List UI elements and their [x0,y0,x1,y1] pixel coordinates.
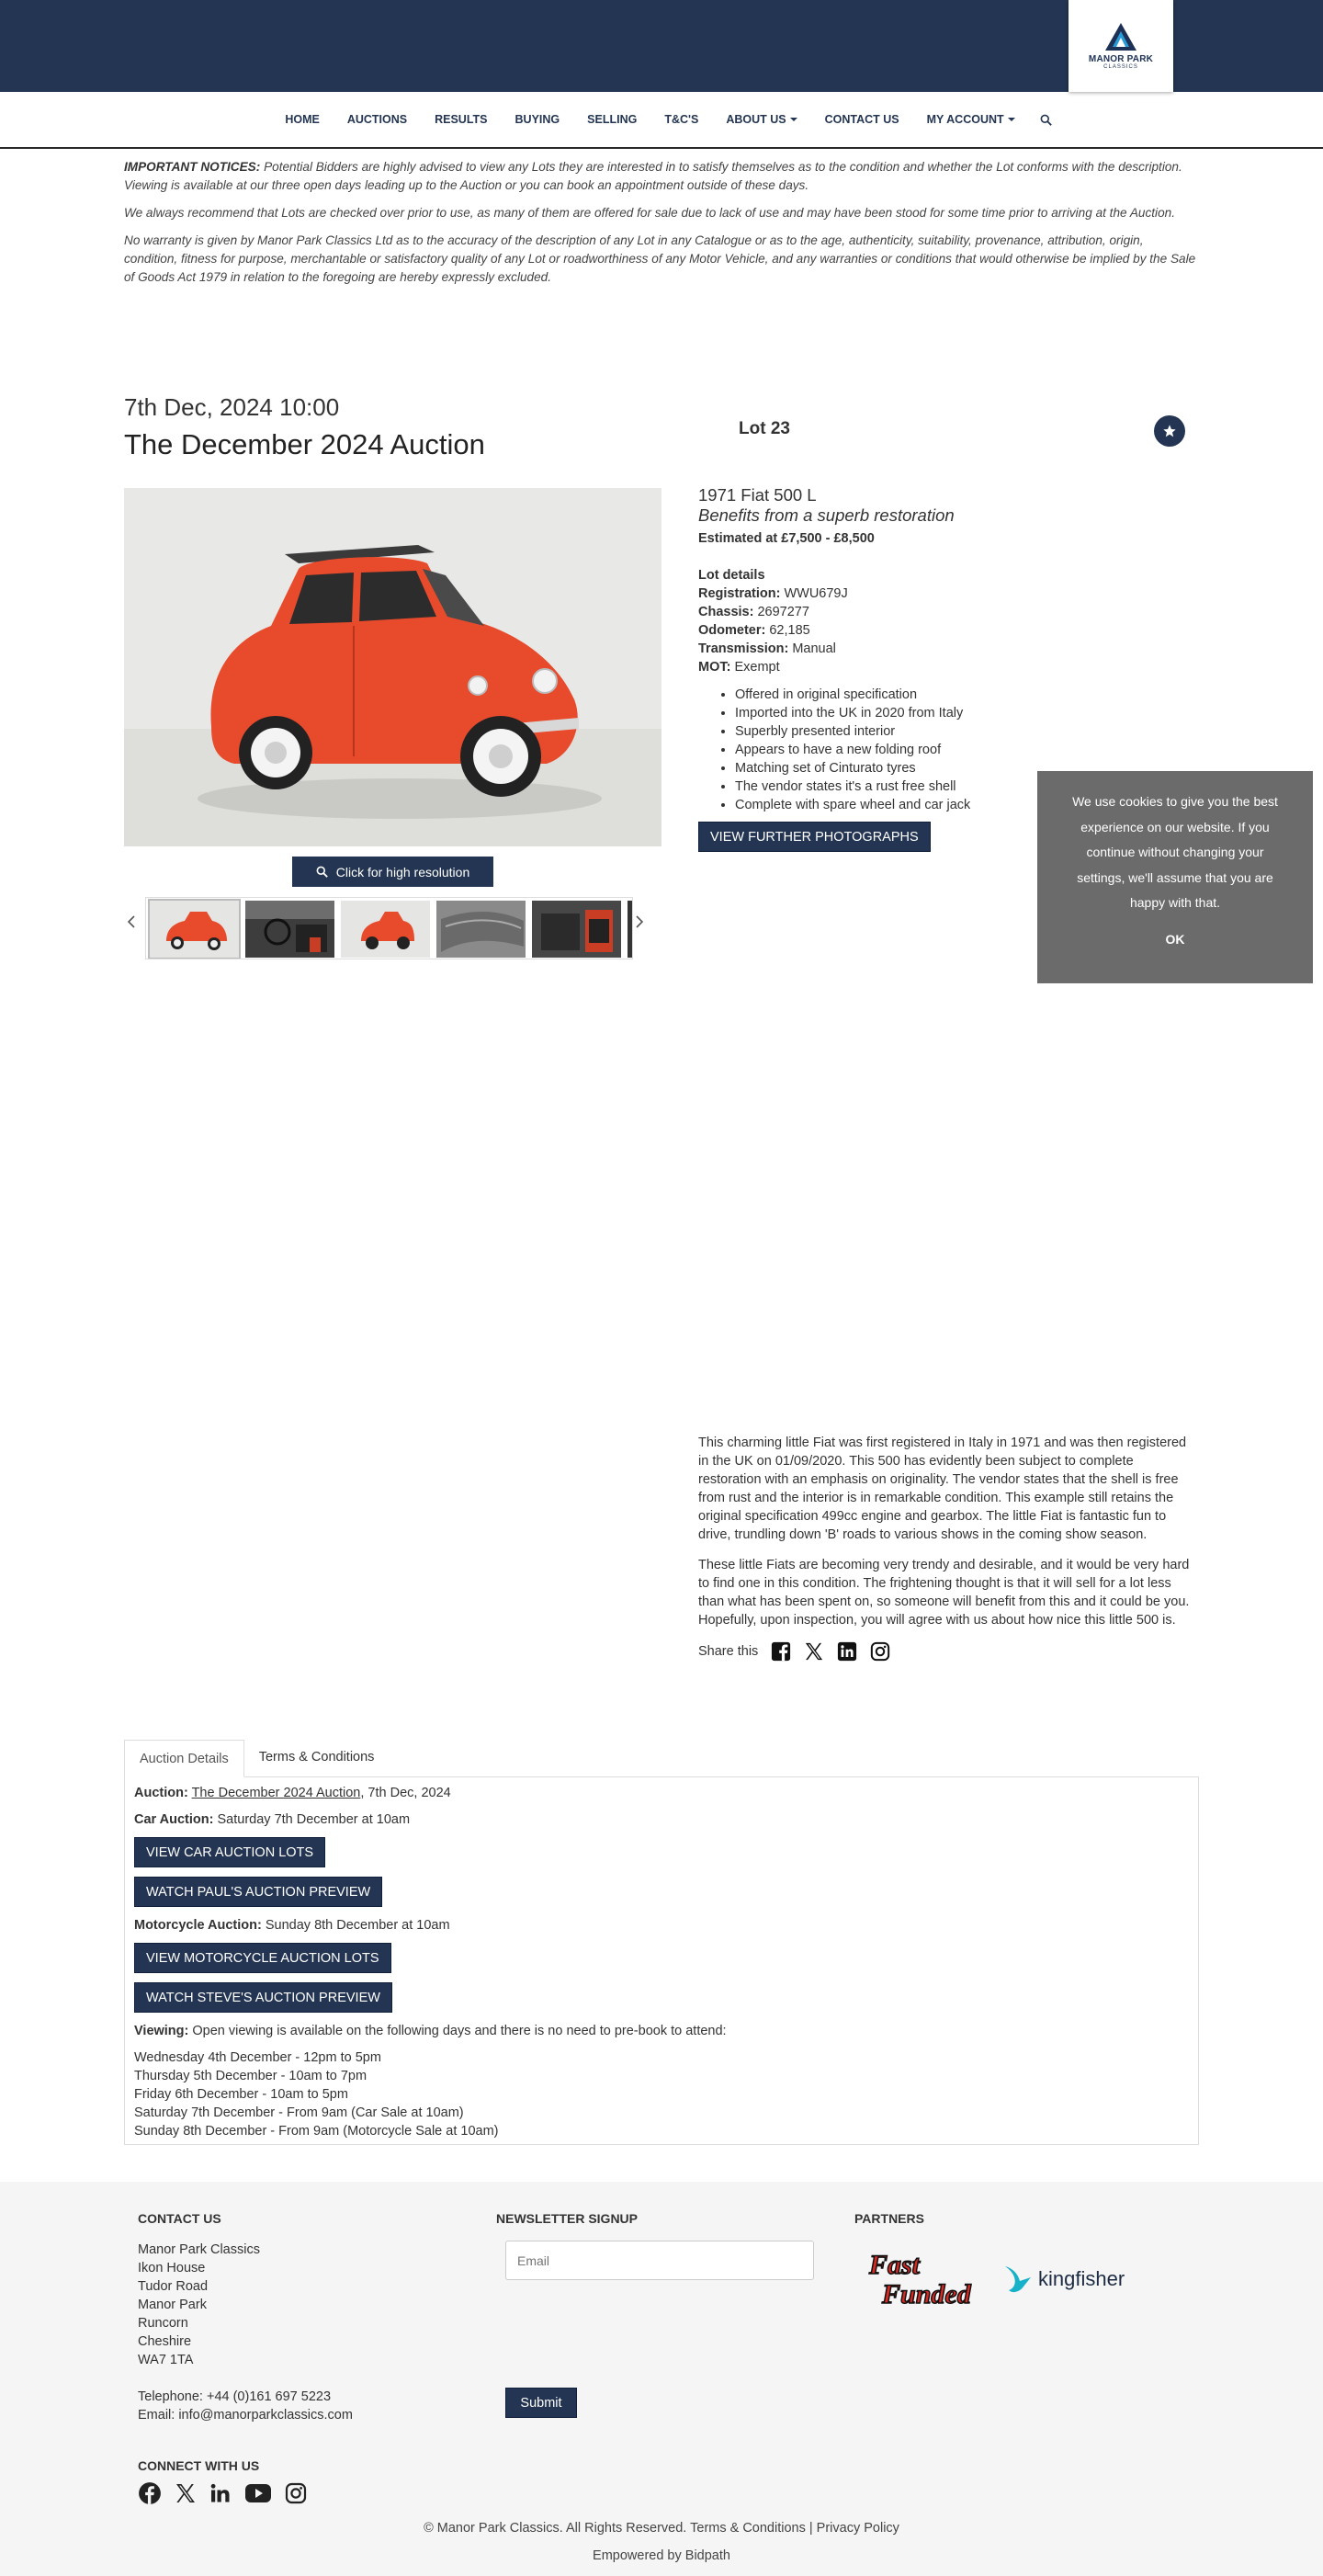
motorcycle-auction-value: Sunday 8th December at 10am [265,1918,450,1933]
thumbnail-image [532,901,621,958]
footer-newsletter [496,2209,814,2280]
important-notices [124,158,1199,296]
notice-paragraph-3: No warranty is given by Manor Park Classics Ltd as to the accuracy of the description of any Lot in any Catalogue or as to the age, authenticity, suitability, provenance, attribution, origin, condition, fitness for purpose, merchantable or satisfactory quality of any Lot or roadworthiness of any Motor Vehicle, and any warranties or conditions that would otherwise be implied by the Sale of Goods Act 1979 in relation to the foregoing are hereby expressly excluded. [124,233,1196,284]
thumb-next-arrow[interactable] [632,908,647,936]
spec-label: Chassis: [698,605,754,619]
feature-item: • Complete with spare wheel and car jack [735,796,1213,814]
view-further-photographs-button[interactable]: VIEW FURTHER PHOTOGRAPHS [698,822,931,852]
spec-chassis [698,603,1213,621]
auction-date: 7th Dec, 2024 10:00 [124,393,340,421]
youtube-icon[interactable] [244,2482,272,2504]
spec-value: 2697277 [757,605,809,619]
thumbnail-image [436,901,526,958]
instagram-icon[interactable] [870,1641,890,1662]
cookie-banner [1037,771,1313,983]
search-icon[interactable] [1040,114,1052,126]
car-image [124,488,662,846]
cookie-ok-button[interactable]: OK [1165,931,1185,947]
x-twitter-icon[interactable] [804,1641,824,1662]
watch-paul-preview-button[interactable]: WATCH PAUL'S AUCTION PREVIEW [134,1877,382,1907]
site-logo[interactable] [1069,0,1173,92]
spec-label: MOT: [698,660,731,675]
linkedin-icon[interactable] [837,1641,857,1662]
copyright-line: © Manor Park Classics. All Rights Reserved. Terms & Conditions | Privacy Policy [424,2521,899,2536]
feature-item: • Offered in original specification [735,686,1213,704]
facebook-icon[interactable] [771,1641,791,1662]
lot-details-heading: Lot details [698,568,765,583]
share-label: Share this [698,1644,759,1659]
tab-auction-details[interactable]: Auction Details [124,1740,244,1777]
thumbnail-image [245,901,334,958]
thumbnail-strip [145,897,633,959]
nav-auctions[interactable]: AUCTIONS [346,113,408,126]
auction-tabs [124,1739,1199,1777]
partner-kingfisher-logo[interactable] [1003,2261,1125,2298]
nav-my-account[interactable] [927,113,1015,126]
star-icon [1162,424,1177,438]
nav-buying[interactable]: BUYING [514,113,560,126]
contact-heading: CONTACT US [138,2211,221,2226]
newsletter-email-input[interactable] [505,2241,814,2280]
address-line: Manor Park [138,2298,207,2312]
logo-triangle-icon [1105,23,1136,51]
spec-label: Odometer: [698,623,766,638]
footer-partners [854,2209,924,2241]
viewing-label: Viewing: [134,2024,189,2038]
auction-details-panel [124,1776,1199,2145]
logo-text: MANOR PARK [1088,53,1154,64]
high-resolution-button[interactable] [292,857,493,887]
share-bar [698,1641,1194,1662]
copyright-text: © Manor Park Classics. All Rights Reserved. [424,2521,687,2536]
viewing-day: Saturday 7th December - From 9am (Car Sale at 10am) [134,2105,464,2120]
viewing-day: Wednesday 4th December - 12pm to 5pm [134,2050,381,2065]
spec-value: 62,185 [769,623,810,638]
footer-telephone: Telephone: +44 (0)161 697 5223 [138,2389,332,2404]
logo-subtext: CLASSICS [1103,63,1138,70]
nav-results[interactable]: RESULTS [435,113,488,126]
thumbnail-3[interactable] [341,901,430,958]
spec-label: Transmission: [698,641,789,656]
facebook-icon[interactable] [138,2481,162,2505]
motorcycle-auction-row [134,1916,1189,1935]
caret-down-icon [1008,118,1015,121]
partner-fast-funded-logo[interactable] [864,2242,983,2314]
partners-heading: PARTNERS [854,2211,924,2226]
spec-value: Manual [792,641,836,656]
footer-privacy-link[interactable]: Privacy Policy [816,2521,899,2536]
viewing-day: Thursday 5th December - 10am to 7pm [134,2069,368,2083]
high-resolution-label: Click for high resolution [335,864,470,879]
svg-text:Funded: Funded [882,2279,971,2309]
auction-label: Auction: [134,1786,188,1800]
view-motorcycle-auction-lots-button[interactable]: VIEW MOTORCYCLE AUCTION LOTS [134,1943,391,1973]
viewing-row [134,2022,1189,2040]
powered-by: Empowered by Bidpath [593,2548,730,2563]
social-links [138,2481,307,2505]
address-line: Cheshire [138,2334,192,2349]
notice-paragraph-1 [124,158,1199,195]
address-line: Ikon House [138,2261,206,2275]
car-auction-value: Saturday 7th December at 10am [217,1812,411,1827]
footer-email: Email: info@manorparkclassics.com [138,2408,353,2423]
feature-item: • Appears to have a new folding roof [735,741,1213,759]
viewing-day: Sunday 8th December - From 9am (Motorcycle Sale at 10am) [134,2124,499,2139]
cookie-text: We use cookies to give you the best experience on our website. If you continue without changing your settings, we'll assume that you are happy with that. [1072,794,1278,910]
auction-row-date: , 7th Dec, 2024 [360,1786,451,1800]
thumbnail-image [150,901,239,958]
car-auction-label: Car Auction: [134,1812,214,1827]
newsletter-heading: NEWSLETTER SIGNUP [496,2211,639,2226]
address-line: Manor Park Classics [138,2242,260,2257]
feature-item: • Matching set of Cinturato tyres [735,759,1213,777]
lot-number: Lot 23 [739,419,790,438]
thumb-prev-arrow[interactable] [124,908,139,936]
nav-terms[interactable]: T&C'S [664,113,699,126]
fast-funded-logo-image [864,2242,983,2314]
lot-description [698,1434,1194,1662]
spec-value: Exempt [734,660,780,675]
address-line: Tudor Road [138,2279,209,2294]
caret-down-icon [790,118,797,121]
spec-mot [698,658,1213,676]
description-paragraph-1: This charming little Fiat was first registered in Italy in 1971 and was then registered in the UK on 01/09/2020. This 500 has evidently been subject to complete restoration with an emphasis on originality. The vendor states that the shell is free from rust and the interior is in remarkable condition. This example still retains the original specification 499cc engine and gearbox. The little Fiat is fantastic fun to drive, trundling down 'B' roads to various shows in the coming show season. [698,1436,1187,1542]
description-paragraph-2: These little Fiats are becoming very trendy and desirable, and it would be very hard to find one in this condition. The frightening thought is that it will sell for a lot less than what has been spent on, so someone will benefit from this and it could be you. Hopefully, upon inspection, you will agree with us about how nice this little 500 is. [698,1558,1190,1628]
notice-text-1: Potential Bidders are highly advised to view any Lots they are interested in to satisfy themselves as to the condition and whether the Lot conforms with the description. Viewing is available at our three open days leading up to the Auction or you can book an appointment outside of these days. [124,160,1182,192]
tab-terms-conditions[interactable]: Terms & Conditions [258,1750,375,1765]
spec-label: Registration: [698,586,781,601]
instagram-icon[interactable] [285,2482,307,2504]
x-twitter-icon[interactable] [175,2482,197,2504]
search-icon [316,866,328,878]
viewing-value: Open viewing is available on the following days and there is no need to pre-book to attend: [192,2024,727,2038]
thumbnail-4[interactable] [436,901,526,958]
nav-about-us[interactable] [726,113,797,126]
auction-link[interactable]: The December 2024 Auction [191,1786,361,1800]
lot-subtitle: Benefits from a superb restoration [698,505,955,525]
notice-label: IMPORTANT NOTICES: [124,160,261,174]
spec-odometer [698,621,1213,640]
watch-steve-preview-button[interactable]: WATCH STEVE'S AUCTION PREVIEW [134,1982,392,2013]
address-line: Runcorn [138,2316,188,2331]
newsletter-submit-button[interactable]: Submit [505,2388,577,2418]
viewing-day: Friday 6th December - 10am to 5pm [134,2087,348,2102]
main-car-photo[interactable] [124,488,662,846]
motorcycle-auction-label: Motorcycle Auction: [134,1918,262,1933]
thumbnail-2[interactable] [245,901,334,958]
thumbnail-5[interactable] [532,901,621,958]
spec-transmission [698,640,1213,658]
nav-about-label: ABOUT US [726,113,786,126]
nav-home[interactable]: HOME [285,113,320,126]
svg-text:Fast: Fast [869,2250,921,2280]
notice-paragraph-2: We always recommend that Lots are checked over prior to use, as many of them are offered for sale due to lack of use and may have been stood for some time prior to arriving at the Auction. [124,206,1175,220]
feature-item: • Imported into the UK in 2020 from Italy [735,704,1213,722]
car-auction-row [134,1810,1189,1829]
watchlist-star-button[interactable] [1154,415,1185,447]
spec-registration [698,584,1213,603]
lot-title: 1971 Fiat 500 L [698,485,817,505]
thumbnail-image [341,901,430,958]
nav-account-label: MY ACCOUNT [926,113,1004,126]
view-car-auction-lots-button[interactable]: VIEW CAR AUCTION LOTS [134,1837,325,1867]
partner-kingfisher-label: kingfisher [1038,2267,1125,2290]
spec-value: WWU679J [784,586,848,601]
footer-contact [138,2209,353,2424]
thumbnail-1[interactable] [150,901,239,958]
connect-heading: CONNECT WITH US [138,2458,260,2473]
lot-estimate: Estimated at £7,500 - £8,500 [698,531,875,546]
linkedin-icon[interactable] [209,2482,232,2504]
chevron-left-icon [128,915,135,928]
nav-selling[interactable]: SELLING [587,113,638,126]
auction-title: The December 2024 Auction [124,428,485,460]
auction-row [134,1784,1189,1802]
feature-item: • Superbly presented interior [735,722,1213,741]
address-line: WA7 1TA [138,2353,194,2367]
feature-item: • The vendor states it's a rust free shell [735,777,1213,796]
kingfisher-bird-icon [1003,2263,1035,2296]
chevron-right-icon [636,915,643,928]
nav-contact-us[interactable]: CONTACT US [824,113,899,126]
main-nav [0,92,1323,149]
footer-terms-link[interactable]: Terms & Conditions [690,2521,806,2536]
